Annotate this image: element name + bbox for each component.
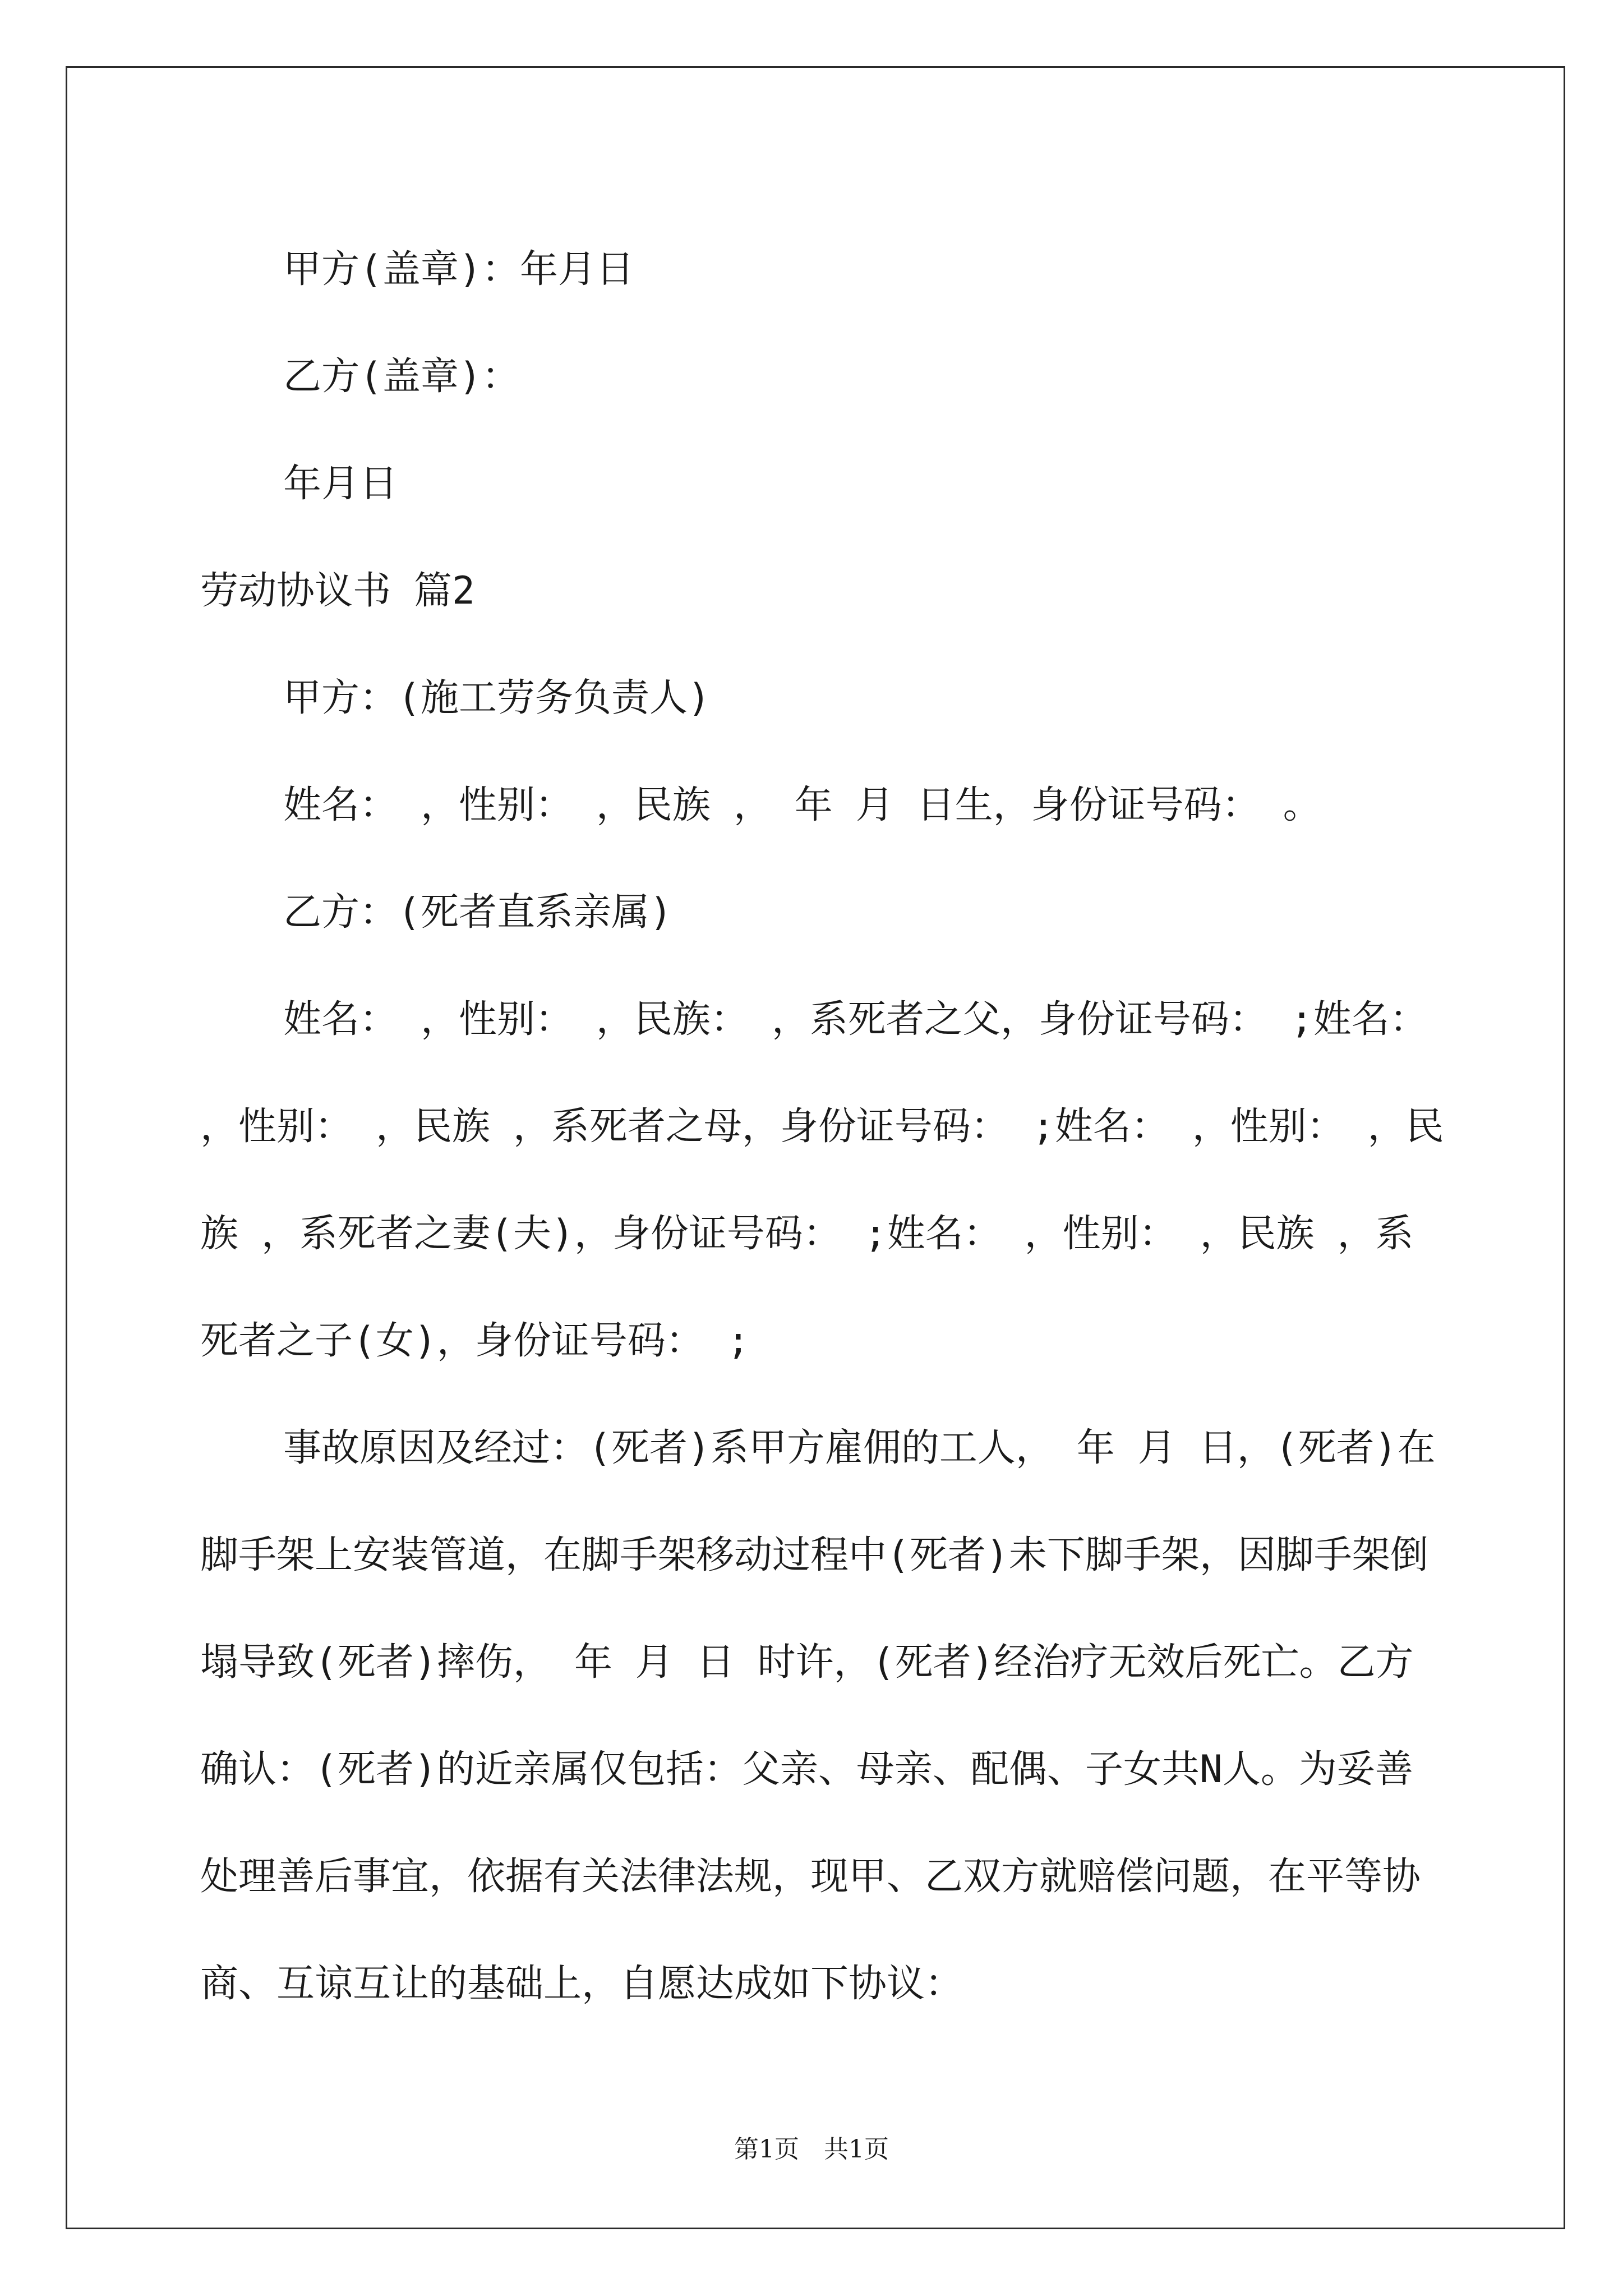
party-a-details: 姓名： ，性别： ，民族 ， 年 月 日生，身份证号码： 。 xyxy=(283,783,1321,827)
accident-description: 事故原因及经过：(死者)系甲方雇佣的工人， 年 月 日，(死者)在脚手架上安装管道，在脚手架移动过程中(死者)未下脚手架，因脚手架倒塌导致(死者)摔伤， 年 月 日 时许，(死者)经治疗无效后死亡。乙方确认：(死者)的近亲属仅包括：父亲、母亲、配偶、子女共N人。为妥善处理善后事宜，依据有关法律法规，现甲、乙双方就赔偿问题，在平等协商、互谅互让的基础上，自愿达成如下协议： xyxy=(200,1426,1436,2006)
page-footer: 第1页 共1页 xyxy=(734,2135,889,2164)
document-body xyxy=(200,216,1451,2037)
party-b-details: 姓名： ，性别： ，民族： ，系死者之父，身份证号码： ;姓名： ，性别： ，民族 ，系死者之母，身份证号码： ;姓名： ，性别： ，民族 ，系死者之妻(夫)，身份证号码： ;姓名： ，性别： ，民族 ，系死者之子(女)，身份证号码： ; xyxy=(200,997,1451,1363)
signature-party-b: 乙方(盖章)： xyxy=(283,355,520,399)
section-heading: 劳动协议书 篇2 xyxy=(200,569,475,613)
signature-date: 年月日 xyxy=(283,462,398,506)
party-a-label: 甲方：(施工劳务负责人) xyxy=(283,676,711,720)
party-b-label: 乙方：(死者直系亲属) xyxy=(283,890,672,935)
signature-party-a: 甲方(盖章)：年月日 xyxy=(283,247,634,292)
